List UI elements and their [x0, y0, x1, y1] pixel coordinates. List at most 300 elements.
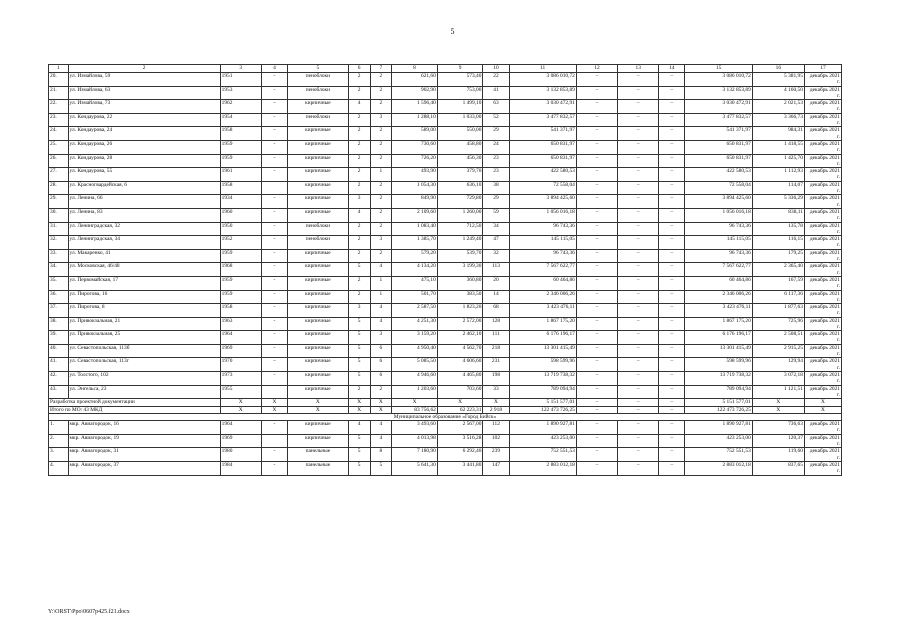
cell-year: 1980 [220, 448, 261, 462]
cell-mat: кирпичные [287, 168, 348, 182]
cell-year: 1959 [220, 276, 261, 290]
cell-addr: ул. Кондаурова, 22 [68, 113, 220, 127]
cell-ent: 2 [370, 222, 392, 236]
cell-addr: ул. Привокзальная, 25 [68, 331, 220, 345]
cell-addr: ул. Севастопольская, 113б [68, 344, 220, 358]
cell-c3: X [220, 406, 261, 413]
cell-people: 2 918 [483, 406, 509, 413]
cell-addr: ул. Московская, 46/48 [68, 263, 220, 277]
table-row [49, 317, 842, 331]
cell-year: 1969 [220, 344, 261, 358]
cell-n: 43. [49, 385, 69, 399]
table-row [49, 448, 842, 462]
cell-c15: 6 176 196,17 [685, 331, 752, 345]
cell-ent: 1 [370, 168, 392, 182]
cell-n: 24. [49, 127, 69, 141]
cell-mat: пеноблоки [287, 113, 348, 127]
cell-date: декабрь 2021 г. [804, 73, 841, 87]
cell-c12: – [576, 461, 617, 475]
table-row [49, 140, 842, 154]
cell-a1: 1 288,10 [392, 113, 438, 127]
cell-n: 27. [49, 168, 69, 182]
cell-year: 1958 [220, 304, 261, 318]
cell-total: 72 558,04 [509, 181, 576, 195]
cell-total: 3 030 472,91 [509, 100, 576, 114]
cell-c5: X [287, 399, 348, 406]
cell-c13: – [618, 140, 659, 154]
cell-c14: – [659, 421, 685, 435]
cell-total: 1 890 927,81 [509, 421, 576, 435]
cell-ent: 3 [370, 113, 392, 127]
cell-a1: 1 596,40 [392, 100, 438, 114]
cell-c13: – [618, 168, 659, 182]
cell-fl: 2 [348, 73, 370, 87]
table-row [49, 154, 842, 168]
cell-c12: – [576, 331, 617, 345]
cell-c16: 2 508,51 [752, 331, 804, 345]
table-row [49, 434, 842, 448]
cell-mat: кирпичные [287, 434, 348, 448]
cell-c12: – [576, 222, 617, 236]
cell-people: 22 [483, 73, 509, 87]
cell-c13: – [618, 358, 659, 372]
cell-c15: 72 558,04 [685, 181, 752, 195]
table-row [49, 168, 842, 182]
cell-c16: 1 121,51 [752, 385, 804, 399]
table-row [49, 304, 842, 318]
cell-c16: X [752, 399, 804, 406]
table-row [49, 100, 842, 114]
cell-c12: – [576, 358, 617, 372]
cell-total: 3 423 476,11 [509, 304, 576, 318]
cell-total: 423 253,00 [509, 434, 576, 448]
cell-year: 1959 [220, 249, 261, 263]
cell-c13: – [618, 236, 659, 250]
table-row [49, 290, 842, 304]
cell-c4: - [261, 249, 287, 263]
cell-a2: 62 223,31 [437, 406, 483, 413]
cell-c12: – [576, 195, 617, 209]
cell-people: 34 [483, 222, 509, 236]
cell-c12: – [576, 317, 617, 331]
cell-total: 789 094,94 [509, 385, 576, 399]
cell-c4 [261, 385, 287, 399]
cell-addr: ул. Кондаурова, 24 [68, 127, 220, 141]
cell-a1: 1 054,30 [392, 181, 438, 195]
cell-c10: X [483, 399, 509, 406]
cell-c14: – [659, 331, 685, 345]
cell-date: декабрь 2021 г. [804, 195, 841, 209]
table-row [49, 344, 842, 358]
cell-date: декабрь 2021 г. [804, 448, 841, 462]
cell-fl: 2 [348, 181, 370, 195]
cell-people: 47 [483, 236, 509, 250]
cell-c14: – [659, 406, 685, 413]
column-number-cell: 9 [437, 65, 483, 73]
cell-c4: – [261, 127, 287, 141]
cell-addr: ул. Ленина, 66 [68, 195, 220, 209]
cell-c12: – [576, 385, 617, 399]
cell-c4: - [261, 222, 287, 236]
cell-c15: 145 115,05 [685, 236, 752, 250]
cell-c16: 6 117,36 [752, 290, 804, 304]
cell-c4: - [261, 168, 287, 182]
column-number-row [49, 65, 842, 73]
cell-c14: – [659, 263, 685, 277]
cell-c14: – [659, 222, 685, 236]
cell-ent: 3 [370, 236, 392, 250]
cell-date: декабрь 2021 г. [804, 276, 841, 290]
cell-ent: 2 [370, 154, 392, 168]
cell-mat: кирпичные [287, 140, 348, 154]
cell-year: 1984 [220, 461, 261, 475]
cell-n: 40. [49, 344, 69, 358]
cell-n: 34. [49, 263, 69, 277]
cell-date: декабрь 2021 г. [804, 385, 841, 399]
column-number-cell: 10 [483, 65, 509, 73]
column-number-cell: 5 [287, 65, 348, 73]
cell-year: 1963 [220, 317, 261, 331]
cell-a2: 379,70 [437, 168, 483, 182]
cell-year: 1973 [220, 372, 261, 386]
column-number-cell: 17 [804, 65, 841, 73]
cell-a2: 360,80 [437, 276, 483, 290]
cell-c15: 122 473 726,25 [685, 406, 752, 413]
cell-c13: – [618, 276, 659, 290]
cell-total: 541 371,97 [509, 127, 576, 141]
cell-c15: 789 094,94 [685, 385, 752, 399]
cell-ent: 1 [370, 276, 392, 290]
cell-ent: 6 [370, 358, 392, 372]
cell-c16: 3 072,18 [752, 372, 804, 386]
total-row-label: Итого по МО: 43 МКД [49, 406, 221, 413]
cell-c4: - [261, 448, 287, 462]
cell-c4: - [261, 317, 287, 331]
cell-mat: кирпичные [287, 208, 348, 222]
page-number: 5 [450, 27, 455, 36]
cell-c16: X [752, 406, 804, 413]
cell-date: декабрь 2021 г. [804, 168, 841, 182]
cell-people: 68 [483, 304, 509, 318]
cell-c14: – [659, 434, 685, 448]
cell-people: 102 [483, 434, 509, 448]
cell-c14: – [659, 100, 685, 114]
cell-c4: X [261, 399, 287, 406]
cell-c14: – [659, 249, 685, 263]
cell-people: 112 [483, 421, 509, 435]
cell-a2: 383,50 [437, 290, 483, 304]
cell-c14: – [659, 168, 685, 182]
cell-c7: X [370, 399, 392, 406]
cell-c13: – [618, 434, 659, 448]
cell-total: 3 894 425,60 [509, 195, 576, 209]
cell-a1: 902,90 [392, 86, 438, 100]
cell-c12: – [576, 208, 617, 222]
cell-c12: – [576, 344, 617, 358]
cell-a1: 730,60 [392, 140, 438, 154]
cell-c13: – [618, 73, 659, 87]
cell-a2: 703,60 [437, 385, 483, 399]
cell-mat: панельные [287, 461, 348, 475]
cell-c16: 2 021,53 [752, 100, 804, 114]
cell-c14: – [659, 73, 685, 87]
cell-a2: 1 249,40 [437, 236, 483, 250]
cell-c13: – [618, 100, 659, 114]
table-row [49, 73, 842, 87]
cell-addr: ул. Толстого, 102 [68, 372, 220, 386]
cell-c12: – [576, 304, 617, 318]
cell-total: 1 056 016,18 [509, 208, 576, 222]
cell-mat: кирпичные [287, 195, 348, 209]
cell-n: 23. [49, 113, 69, 127]
cell-addr: ул. Кондаурова, 26 [68, 140, 220, 154]
cell-c4: - [261, 304, 287, 318]
cell-fl: 2 [348, 236, 370, 250]
cell-a2: 2 567,00 [437, 421, 483, 435]
cell-c15: 2 883 012,18 [685, 461, 752, 475]
cell-total: 96 743,36 [509, 222, 576, 236]
cell-c16: 837,65 [752, 461, 804, 475]
cell-year: 1959 [220, 290, 261, 304]
cell-c15: 1 056 016,18 [685, 208, 752, 222]
cell-n: 26. [49, 154, 69, 168]
cell-people: 113 [483, 263, 509, 277]
cell-mat: кирпичные [287, 100, 348, 114]
cell-a2: 3 441,80 [437, 461, 483, 475]
cell-mat: кирпичные [287, 331, 348, 345]
table-row [49, 113, 842, 127]
cell-c12: – [576, 140, 617, 154]
cell-people: 38 [483, 181, 509, 195]
cell-fl: 2 [348, 140, 370, 154]
column-number-cell: 7 [370, 65, 392, 73]
cell-total: 650 831,97 [509, 140, 576, 154]
cell-a2: 636,10 [437, 181, 483, 195]
cell-c16: 120,37 [752, 434, 804, 448]
cell-n: 42. [49, 372, 69, 386]
cell-c12: – [576, 127, 617, 141]
table-row [49, 249, 842, 263]
cell-c15: 1 867 175,20 [685, 317, 752, 331]
cell-a1: 3 159,20 [392, 331, 438, 345]
housing-table-container [48, 64, 842, 476]
file-path: Y:\ORST\Ppo\0607p425.f21.docx [48, 609, 130, 615]
cell-total: 60 464,86 [509, 276, 576, 290]
cell-n: 37. [49, 304, 69, 318]
cell-c15: 96 743,36 [685, 222, 752, 236]
column-number-cell: 4 [261, 65, 287, 73]
cell-a1: 726,20 [392, 154, 438, 168]
table-row [49, 385, 842, 399]
cell-c16: 5 336,29 [752, 195, 804, 209]
cell-date: декабрь 2021 г. [804, 434, 841, 448]
cell-c14: – [659, 399, 685, 406]
cell-c16: 838,11 [752, 208, 804, 222]
cell-date: декабрь 2021 г. [804, 113, 841, 127]
cell-c14: – [659, 236, 685, 250]
cell-c14: – [659, 154, 685, 168]
cell-total: 6 176 196,17 [509, 331, 576, 345]
cell-c16: 725,96 [752, 317, 804, 331]
cell-year: 1970 [220, 358, 261, 372]
cell-c13: – [618, 127, 659, 141]
cell-c14: – [659, 344, 685, 358]
cell-total: 650 831,97 [509, 154, 576, 168]
cell-year: 1968 [220, 263, 261, 277]
cell-ent: 5 [370, 461, 392, 475]
cell-c6: X [348, 406, 370, 413]
cell-c14: – [659, 195, 685, 209]
cell-total: 13 301 415,49 [509, 344, 576, 358]
cell-a2: 1 823,20 [437, 304, 483, 318]
cell-mat: панельные [287, 448, 348, 462]
cell-people: 29 [483, 127, 509, 141]
cell-c14: – [659, 181, 685, 195]
cell-year: 1952 [220, 236, 261, 250]
cell-c16: 1 877,63 [752, 304, 804, 318]
cell-n: 30. [49, 208, 69, 222]
cell-c15: 3 086 010,72 [685, 73, 752, 87]
cell-total: 122 473 726,25 [509, 406, 576, 413]
cell-c15: 3 894 425,60 [685, 195, 752, 209]
cell-people: 23 [483, 168, 509, 182]
cell-total: 3 086 010,72 [509, 73, 576, 87]
cell-c12: – [576, 372, 617, 386]
cell-c13: – [618, 461, 659, 475]
cell-year: 1953 [220, 86, 261, 100]
cell-c14: – [659, 208, 685, 222]
cell-ent: 2 [370, 195, 392, 209]
cell-year: 1958 [220, 181, 261, 195]
cell-c12: – [576, 406, 617, 413]
cell-a2: 729,80 [437, 195, 483, 209]
cell-c12: – [576, 249, 617, 263]
cell-c14: – [659, 140, 685, 154]
cell-addr: ул. Привокзальная, 21 [68, 317, 220, 331]
cell-a1: 1 385,70 [392, 236, 438, 250]
cell-date: декабрь 2021 г. [804, 236, 841, 250]
cell-people: 23 [483, 154, 509, 168]
column-number-cell: 8 [392, 65, 438, 73]
cell-people: 14 [483, 290, 509, 304]
cell-a2: 2 572,00 [437, 317, 483, 331]
cell-fl: 5 [348, 461, 370, 475]
cell-year: 1951 [220, 73, 261, 87]
cell-fl: 2 [348, 276, 370, 290]
cell-c14: – [659, 461, 685, 475]
cell-ent: 1 [370, 290, 392, 304]
cell-a1: 3 493,60 [392, 421, 438, 435]
cell-mat: кирпичные [287, 385, 348, 399]
cell-fl: 4 [348, 421, 370, 435]
cell-c8: X [392, 399, 438, 406]
cell-c14: – [659, 372, 685, 386]
cell-c4: - [261, 344, 287, 358]
cell-c14: – [659, 113, 685, 127]
cell-c4: - [261, 290, 287, 304]
cell-c4: - [261, 236, 287, 250]
cell-date: декабрь 2021 г. [804, 222, 841, 236]
cell-c17: X [804, 399, 841, 406]
cell-year: 1961 [220, 168, 261, 182]
cell-a1: 2 109,60 [392, 208, 438, 222]
cell-a1: 4 013,98 [392, 434, 438, 448]
cell-c12: – [576, 181, 617, 195]
cell-c7: X [370, 406, 392, 413]
cell-ent: 2 [370, 385, 392, 399]
cell-a2: 550,00 [437, 127, 483, 141]
cell-addr: ул. Кондаурова, 55 [68, 168, 220, 182]
cell-c4 [261, 434, 287, 448]
cell-n: 35. [49, 276, 69, 290]
cell-c13: – [618, 385, 659, 399]
cell-c13: – [618, 399, 659, 406]
cell-c12: – [576, 434, 617, 448]
cell-ent: 2 [370, 86, 392, 100]
cell-c13: – [618, 304, 659, 318]
cell-people: 52 [483, 113, 509, 127]
cell-c14: – [659, 385, 685, 399]
cell-c15: 60 464,86 [685, 276, 752, 290]
cell-ent: 2 [370, 249, 392, 263]
cell-c16: 1 112,93 [752, 168, 804, 182]
cell-ent: 4 [370, 317, 392, 331]
cell-n: 22. [49, 100, 69, 114]
cell-n: 25. [49, 140, 69, 154]
cell-c4: - [261, 73, 287, 87]
cell-a1: 2 587,50 [392, 304, 438, 318]
cell-c15: 541 371,97 [685, 127, 752, 141]
section-title: Муниципальное образование «Город Бийск» [49, 413, 842, 420]
cell-a2: 458,80 [437, 140, 483, 154]
table-row [49, 372, 842, 386]
cell-n: 20. [49, 73, 69, 87]
cell-date: декабрь 2021 г. [804, 263, 841, 277]
design-documentation-row [49, 399, 842, 406]
cell-a1: 849,90 [392, 195, 438, 209]
cell-c4: - [261, 276, 287, 290]
cell-fl: 2 [348, 127, 370, 141]
cell-c12: – [576, 448, 617, 462]
cell-c4 [261, 181, 287, 195]
cell-fl: 5 [348, 434, 370, 448]
column-number-cell: 13 [618, 65, 659, 73]
cell-a2: 3 516,28 [437, 434, 483, 448]
cell-a2: 4 562,70 [437, 344, 483, 358]
cell-c16: 736,63 [752, 421, 804, 435]
cell-c13: – [618, 290, 659, 304]
cell-c4: - [261, 140, 287, 154]
cell-addr: ул. Пирогова, 8 [68, 304, 220, 318]
cell-n: 2. [49, 434, 69, 448]
cell-c15: 5 151 577,01 [685, 399, 752, 406]
cell-total: 7 567 622,77 [509, 263, 576, 277]
cell-c4: - [261, 263, 287, 277]
cell-mat: пеноблоки [287, 73, 348, 87]
cell-fl: 5 [348, 263, 370, 277]
cell-people: 20 [483, 276, 509, 290]
cell-year: 1964 [220, 331, 261, 345]
table-row [49, 86, 842, 100]
cell-addr: мкр. Авиагородок, 16 [68, 421, 220, 435]
cell-c4: - [261, 195, 287, 209]
cell-c13: – [618, 86, 659, 100]
cell-a1: 621,60 [392, 73, 438, 87]
cell-c13: – [618, 263, 659, 277]
cell-year: 1969 [220, 434, 261, 448]
cell-mat: кирпичные [287, 344, 348, 358]
cell-c4: - [261, 154, 287, 168]
